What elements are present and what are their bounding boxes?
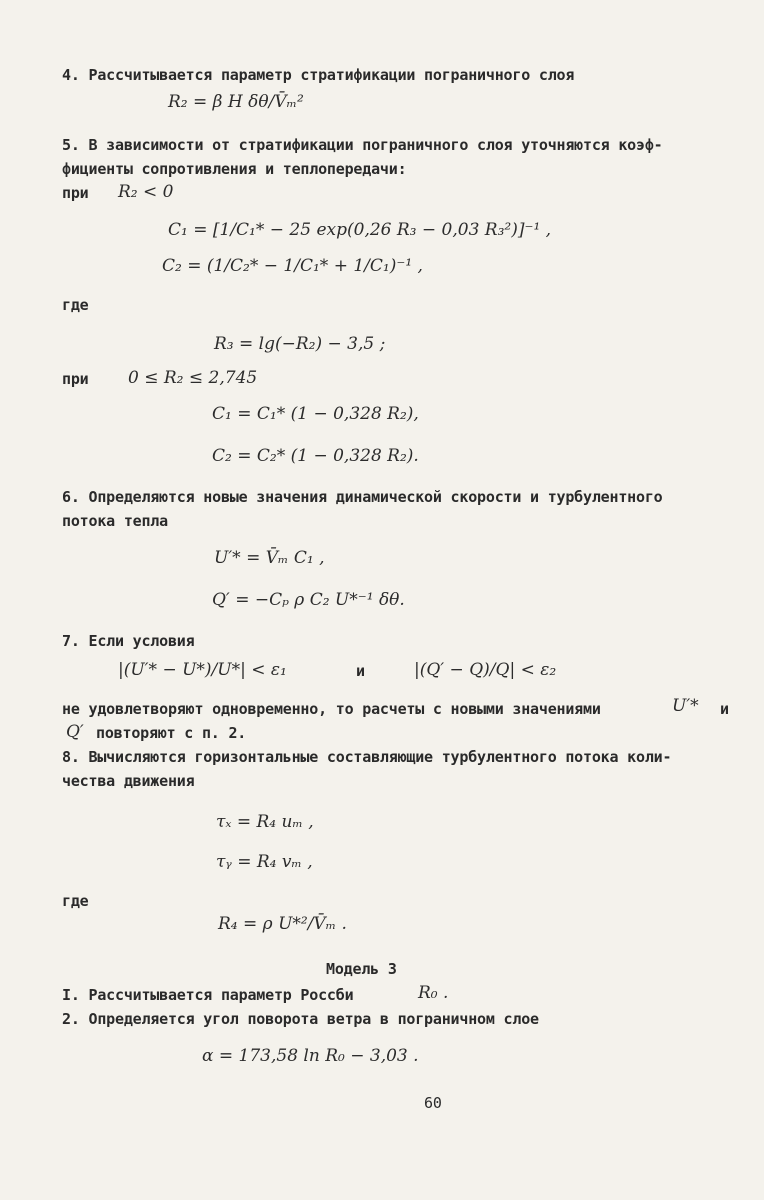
item-6-line1: 6. Определяются новые значения динамической скорости и турбулентного bbox=[62, 488, 663, 506]
formula-c2-a: C₂ = (1/C₂* − 1/C₁* + 1/C₁)⁻¹ , bbox=[162, 256, 423, 276]
item-6-line2: потока тепла bbox=[62, 512, 168, 530]
formula-c1-a: C₁ = [1/C₁* − 25 exp(0,26 R₃ − 0,03 R₃²)]⁻¹ , bbox=[168, 220, 552, 240]
page-number: 60 bbox=[424, 1094, 442, 1112]
item-8-line1: 8. Вычисляются горизонтальные составляющие турбулентного потока коли- bbox=[62, 748, 672, 766]
formula-cond-r2-negative: R₂ < 0 bbox=[118, 182, 174, 202]
and-word: и bbox=[356, 662, 365, 680]
model-heading: Модель 3 bbox=[326, 960, 397, 978]
item-7-line3: повторяют с п. 2. bbox=[96, 724, 247, 742]
pri-label-1: при bbox=[62, 184, 89, 202]
model-item-1: I. Рассчитывается параметр Россби bbox=[62, 986, 354, 1004]
formula-ustar: U′* = V̄ₘ C₁ , bbox=[214, 548, 325, 568]
formula-q-inline: Q′ bbox=[66, 722, 84, 742]
formula-r0: R₀ . bbox=[418, 983, 449, 1003]
formula-c1-b: C₁ = C₁* (1 − 0,328 R₂), bbox=[212, 404, 419, 424]
formula-r3: R₃ = lg(−R₂) − 3,5 ; bbox=[214, 334, 386, 354]
item-8-line2: чества движения bbox=[62, 772, 195, 790]
gde-label-1: где bbox=[62, 296, 89, 314]
formula-c2-b: C₂ = C₂* (1 − 0,328 R₂). bbox=[212, 446, 419, 466]
item-4-text: 4. Рассчитывается параметр стратификации пограничного слоя bbox=[62, 66, 575, 84]
formula-alpha: α = 173,58 ln R₀ − 3,03 . bbox=[202, 1046, 419, 1066]
formula-qprime: Q′ = −Cₚ ρ C₂ U*⁻¹ δθ. bbox=[212, 590, 405, 610]
item-7-line2: не удовлетворяют одновременно, то расчеты с новыми значениями bbox=[62, 700, 601, 718]
and-word-2: и bbox=[720, 700, 729, 718]
formula-cond-r2-range: 0 ≤ R₂ ≤ 2,745 bbox=[128, 368, 258, 388]
formula-tauy: τᵧ = R₄ vₘ , bbox=[216, 852, 313, 872]
formula-r2: R₂ = β H δθ/V̄ₘ² bbox=[168, 92, 304, 112]
formula-ustar-inline: U′* bbox=[672, 696, 699, 716]
formula-taux: τₓ = R₄ uₘ , bbox=[216, 812, 314, 832]
formula-cond-q: |(Q′ − Q)/Q| < ε₂ bbox=[414, 660, 557, 680]
gde-label-2: где bbox=[62, 892, 89, 910]
formula-cond-ustar: |(U′* − U*)/U*| < ε₁ bbox=[118, 660, 287, 680]
pri-label-2: при bbox=[62, 370, 89, 388]
item-7-text: 7. Если условия bbox=[62, 632, 195, 650]
formula-r4: R₄ = ρ U*²/V̄ₘ . bbox=[218, 914, 347, 934]
item-5-line1: 5. В зависимости от стратификации пограничного слоя уточняются коэф- bbox=[62, 136, 663, 154]
item-5-line2: фициенты сопротивления и теплопередачи: bbox=[62, 160, 407, 178]
model-item-2: 2. Определяется угол поворота ветра в пограничном слое bbox=[62, 1010, 539, 1028]
